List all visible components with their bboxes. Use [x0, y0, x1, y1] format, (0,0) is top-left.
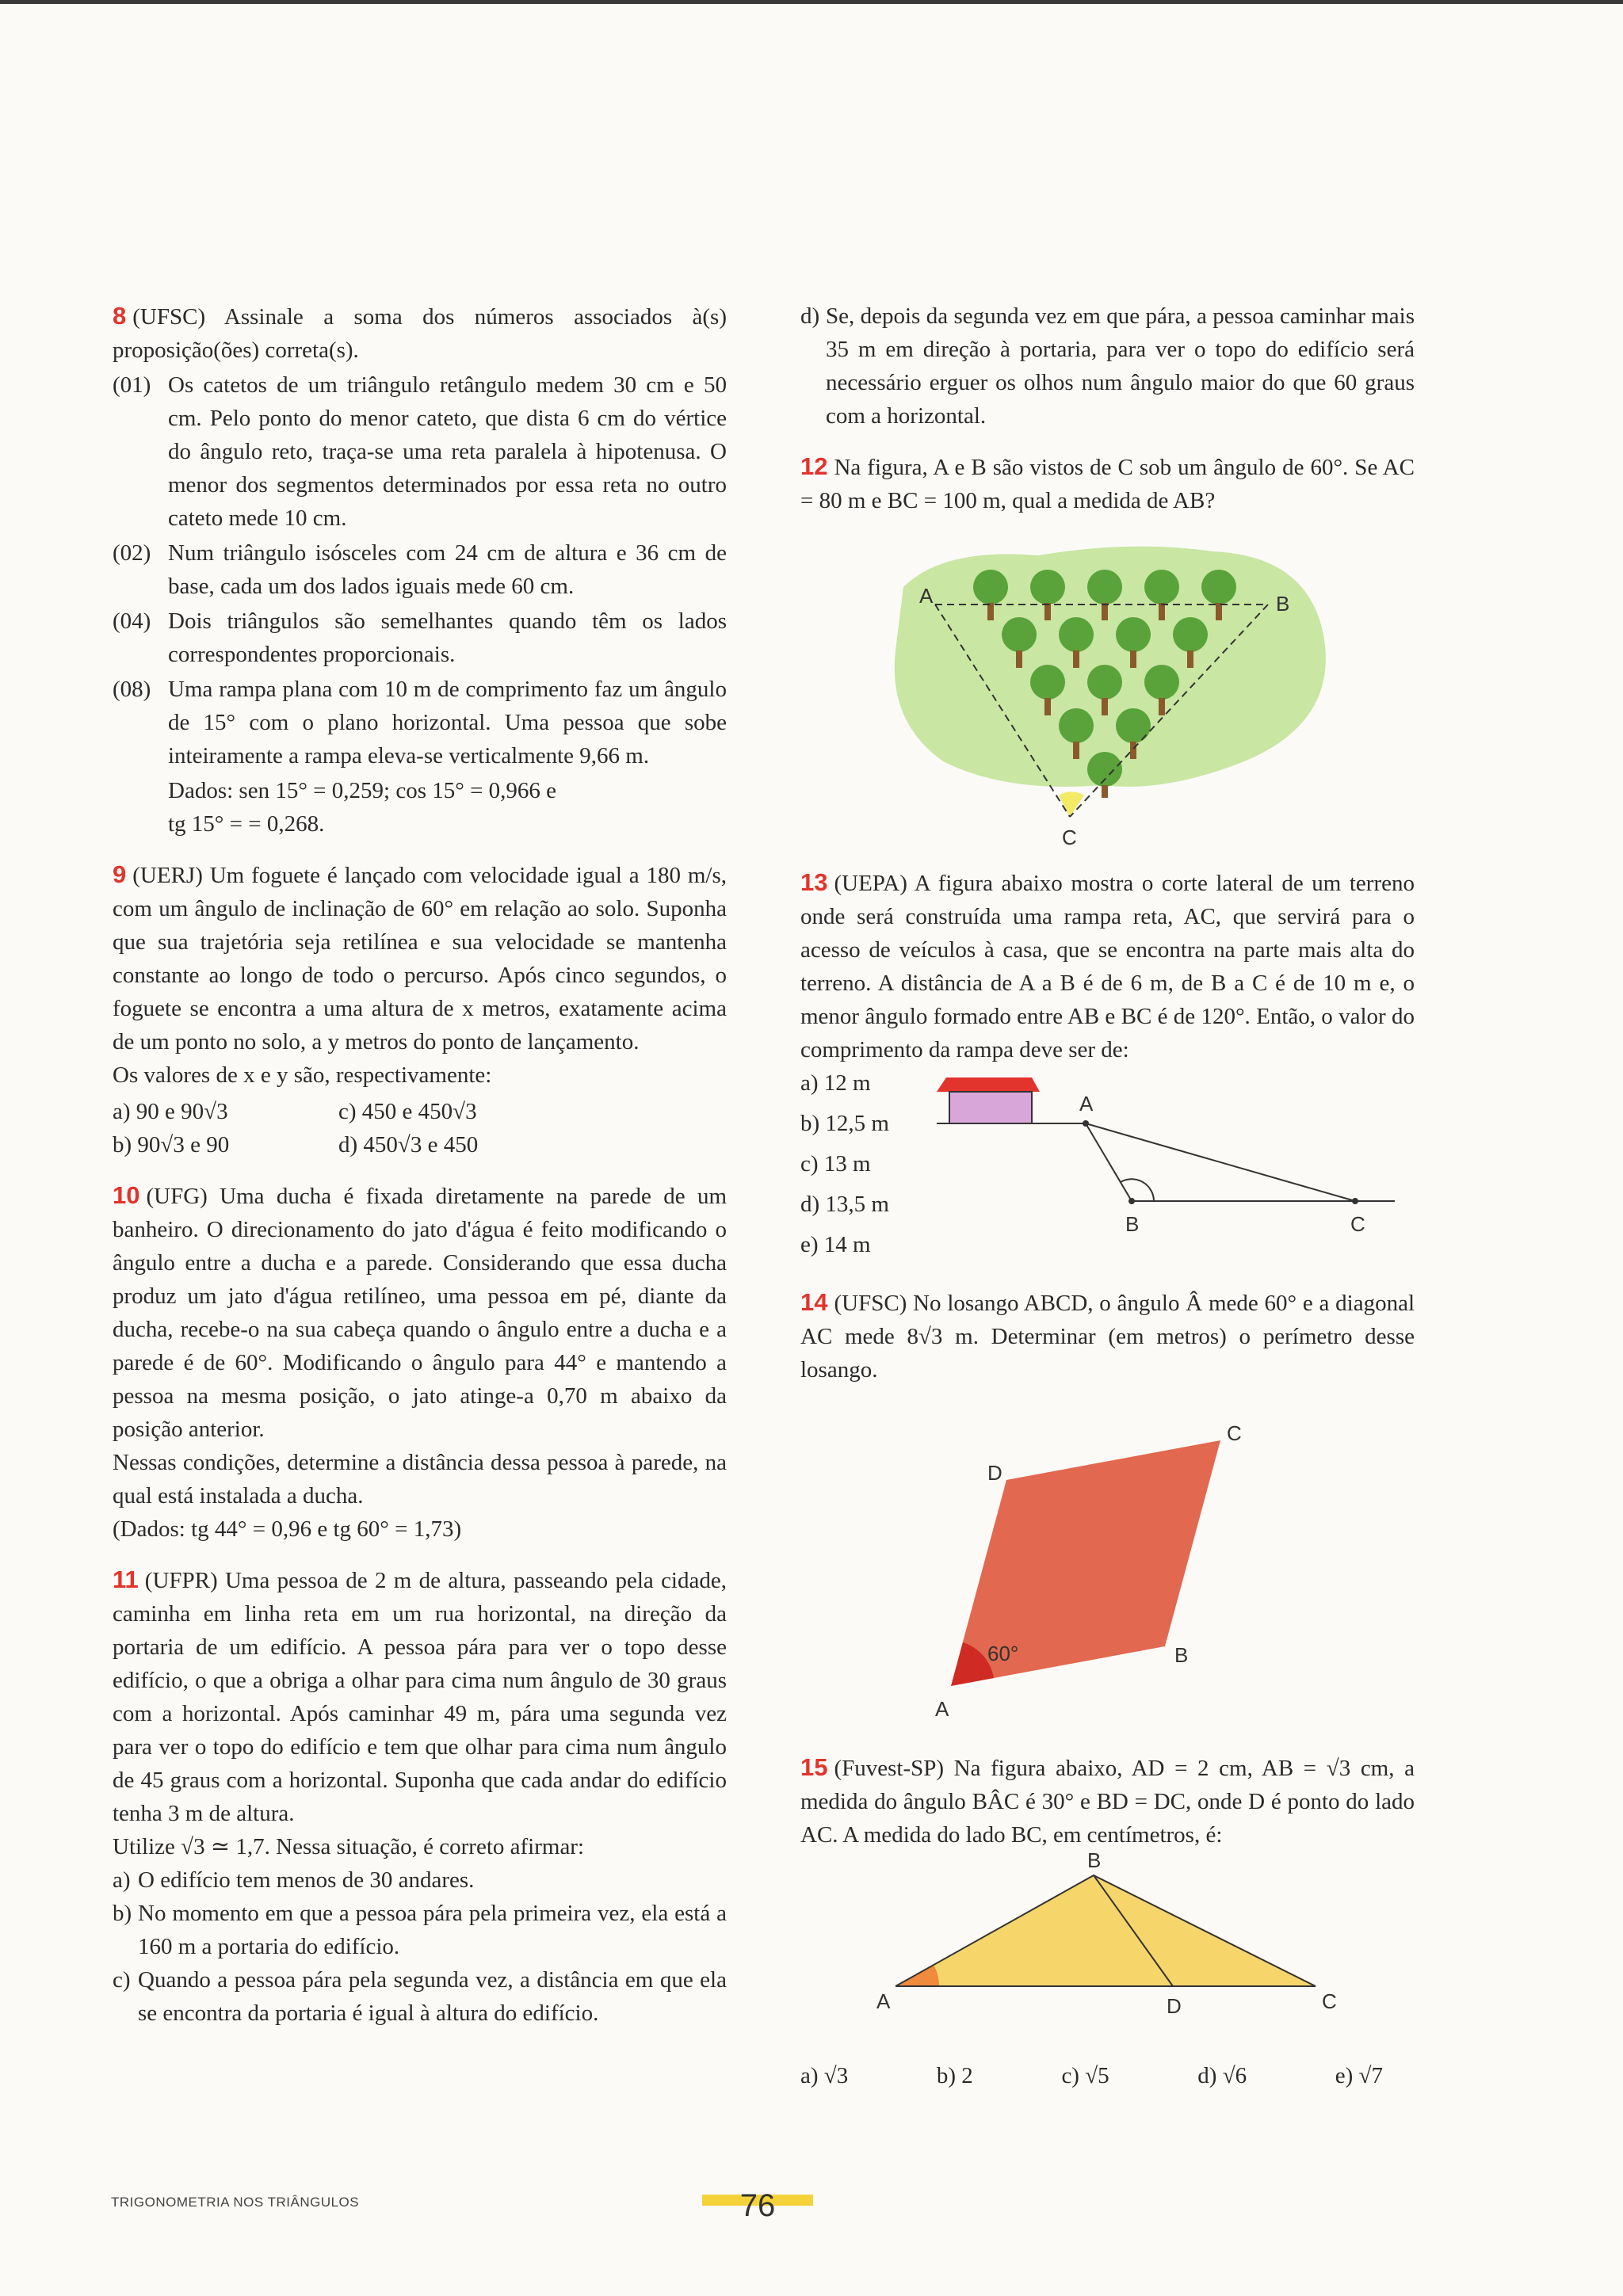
label-b: B: [1125, 1212, 1140, 1236]
label-b: B: [1087, 1852, 1102, 1872]
option-c[interactable]: c) Quando a pessoa pára pela segunda vez, a distância em que ela se encontra da portaria é igual à altura do edifício.: [113, 1967, 727, 2026]
point-a: [1083, 1120, 1089, 1127]
tree-figure-svg: [800, 532, 1415, 849]
question-10: [113, 1179, 727, 1546]
rhombus-svg: [800, 1401, 1415, 1733]
data-line: tg 15° = = 0,268.: [168, 811, 325, 837]
left-column: [113, 299, 727, 2047]
question-prompt: Os valores de x e y são, respectivamente:: [113, 1062, 492, 1088]
label-d: D: [987, 1461, 1002, 1485]
option-a[interactable]: a) 12 m: [800, 1070, 871, 1096]
question-13: [800, 866, 1415, 1268]
option-b[interactable]: b) 12,5 m: [800, 1111, 889, 1136]
angle-marker: [1059, 791, 1084, 817]
option-d[interactable]: d) Se, depois da segunda vez em que pára, a pessoa caminhar mais 35 m em direção à portaria, para ver o topo do edifício será necessário erguer os olhos num ângulo maior do que 60 graus com a horizontal.: [800, 303, 1415, 429]
option-e[interactable]: e) √7: [1335, 2063, 1383, 2088]
question-number: 15: [800, 1753, 828, 1781]
proposition-04: (04) Dois triângulos são semelhantes quando têm os lados correspondentes proporcionais.: [113, 608, 727, 667]
question-12: [800, 450, 1415, 849]
ramp-ac: [1086, 1123, 1355, 1201]
label-c: C: [1062, 826, 1077, 849]
option-b[interactable]: b) No momento em que a pessoa pára pela primeira vez, ela está a 160 m a portaria do edifício.: [113, 1901, 727, 1959]
triangle-figure-svg: [800, 1852, 1415, 2042]
page-number: [702, 2188, 813, 2224]
option-c[interactable]: c) 450 e 450√3: [338, 1099, 477, 1124]
option-a[interactable]: a) √3: [800, 2063, 849, 2088]
label-c: C: [1227, 1421, 1242, 1445]
question-9: [113, 858, 727, 1161]
question-number: 12: [800, 452, 828, 480]
question-number: 14: [800, 1288, 828, 1316]
rhombus-figure: [800, 1401, 1415, 1733]
option-b[interactable]: b) 2: [936, 2063, 973, 2088]
question-number: 9: [113, 860, 127, 888]
page-number-text: 76: [739, 2188, 776, 2223]
footer-section-title: TRIGONOMETRIA NOS TRIÂNGULOS: [111, 2195, 360, 2210]
point-b: [1128, 1198, 1135, 1204]
question-11-continued: [800, 299, 1415, 433]
label-a: A: [935, 1697, 949, 1721]
ramp-figure-svg: [935, 1066, 1411, 1257]
house: [949, 1092, 1032, 1123]
top-border: [0, 0, 1623, 4]
question-11: [113, 1563, 727, 2030]
question-statement: (UFG) Uma ducha é fixada diretamente na parede de um banheiro. O direcionamento do jato d'água é feito modificando o ângulo entre a ducha e a parede. Considerando que essa ducha produz um jato d'água retilíneo, uma pessoa em pé, diante da ducha, recebe-o na sua cabeça quando o ângulo entre a ducha e a parede é de 60°. Modificando o ângulo para 44° e mantendo a pessoa na mesma posição, o jato atinge-a 0,70 m abaixo da posição anterior.: [113, 1184, 727, 1442]
question-statement: (UFPR) Uma pessoa de 2 m de altura, passeando pela cidade, caminha em linha reta em um rua horizontal, na direção da portaria de um edifício. A pessoa pára para ver o topo desse edifício, o que a obriga a olhar para cima num ângulo de 30 graus com a horizontal. Após caminhar 49 m, pára uma segunda vez para ver o topo do edifício e tem que olhar para cima num ângulo de 45 graus com a horizontal. Suponha que cada andar do edifício tenha 3 m de altura.: [113, 1568, 727, 1826]
question-statement: (UFSC) No losango ABCD, o ângulo Â mede 60° e a diagonal AC mede 8√3 m. Determinar (em metros) o perímetro desse losango.: [800, 1291, 1415, 1383]
option-c[interactable]: c) 13 m: [800, 1151, 871, 1177]
option-a[interactable]: a) 90 e 90√3: [113, 1099, 228, 1124]
data-line: Dados: sen 15° = 0,259; cos 15° = 0,966 e: [168, 778, 557, 803]
question-prompt: Utilize √3 ≃ 1,7. Nessa situação, é correto afirmar:: [113, 1834, 585, 1859]
question-statement: (UFSC) Assinale a soma dos números associados à(s) proposição(ões) correta(s).: [113, 304, 727, 363]
answer-options: [113, 1095, 727, 1161]
data-line: (Dados: tg 44° = 0,96 e tg 60° = 1,73): [113, 1516, 462, 1542]
question-15: [800, 1751, 1415, 2092]
option-d[interactable]: d) √6: [1197, 2063, 1247, 2088]
option-c[interactable]: c) √5: [1061, 2063, 1109, 2088]
answer-options: [800, 2059, 1415, 2092]
tree-triangle-figure: [800, 532, 1415, 849]
option-b[interactable]: b) 90√3 e 90: [113, 1132, 230, 1158]
option-d[interactable]: d) 13,5 m: [800, 1192, 889, 1217]
label-d: D: [1167, 1994, 1182, 2018]
label-c: C: [1322, 1989, 1337, 2013]
question-statement: (UEPA) A figura abaixo mostra o corte lateral de um terreno onde será construída uma rampa reta, AC, que servirá para o acesso de veículos à casa, que se encontra na parte mais alta do terreno. A distância de A a B é de 6 m, de B a C é de 10 m e, o menor ângulo formado entre AB e BC é de 120°. Então, o valor do comprimento da rampa deve ser de:: [800, 871, 1415, 1062]
option-e[interactable]: e) 14 m: [800, 1232, 871, 1257]
proposition-08: (08) Uma rampa plana com 10 m de comprimento faz um ângulo de 15° com o plano horizontal. Uma pessoa que sobe inteiramente a rampa eleva-se verticalmente 9,66 m.: [113, 677, 727, 769]
label-c: C: [1350, 1212, 1365, 1236]
proposition-01: (01) Os catetos de um triângulo retângulo medem 30 cm e 50 cm. Pelo ponto do menor cateto, que dista 6 cm do vértice do ângulo reto, traça-se uma reta paralela à hipotenusa. O menor dos segmentos determinados por essa reta no outro cateto mede 10 cm.: [113, 372, 727, 531]
proposition-02: (02) Num triângulo isósceles com 24 cm de altura e 36 cm de base, cada um dos lados iguais mede 60 cm.: [113, 540, 727, 599]
question-number: 8: [113, 302, 127, 330]
question-prompt: Nessas condições, determine a distância dessa pessoa à parede, na qual está instalada a ducha.: [113, 1450, 727, 1508]
label-a: A: [919, 584, 934, 608]
answer-options: [800, 1066, 935, 1268]
label-a: A: [876, 1989, 891, 2013]
question-number: 10: [113, 1181, 140, 1209]
question-8: [113, 299, 727, 841]
question-statement: (Fuvest-SP) Na figura abaixo, AD = 2 cm, AB = √3 cm, a medida do ângulo BÂC é 30° e BD = DC, onde D é ponto do lado AC. A medida do lado BC, em centímetros, é:: [800, 1756, 1415, 1848]
question-14: [800, 1286, 1415, 1733]
question-statement: (UERJ) Um foguete é lançado com velocidade igual a 180 m/s, com um ângulo de inclinação de 60° em relação ao solo. Suponha que sua trajetória seja retilínea e sua velocidade se mantenha constante ao longo de todo o percurso. Após cinco segundos, o foguete se encontra a uma altura de x metros, exatamente acima de um ponto no solo, a y metros do ponto de lançamento.: [113, 863, 727, 1055]
label-b: B: [1174, 1643, 1189, 1667]
angle-label: 60°: [987, 1642, 1019, 1665]
question-number: 11: [113, 1566, 139, 1593]
label-a: A: [1079, 1092, 1094, 1116]
option-d[interactable]: d) 450√3 e 450: [338, 1132, 479, 1158]
label-b: B: [1276, 592, 1290, 616]
house-roof: [937, 1077, 1040, 1092]
question-13-body: [800, 1066, 1415, 1268]
question-number: 13: [800, 868, 828, 896]
point-c: [1352, 1198, 1358, 1204]
option-a[interactable]: a) O edifício tem menos de 30 andares.: [113, 1867, 475, 1893]
right-column: [800, 299, 1415, 2110]
question-statement: Na figura, A e B são vistos de C sob um ângulo de 60°. Se AC = 80 m e BC = 100 m, qual a medida de AB?: [800, 455, 1415, 513]
